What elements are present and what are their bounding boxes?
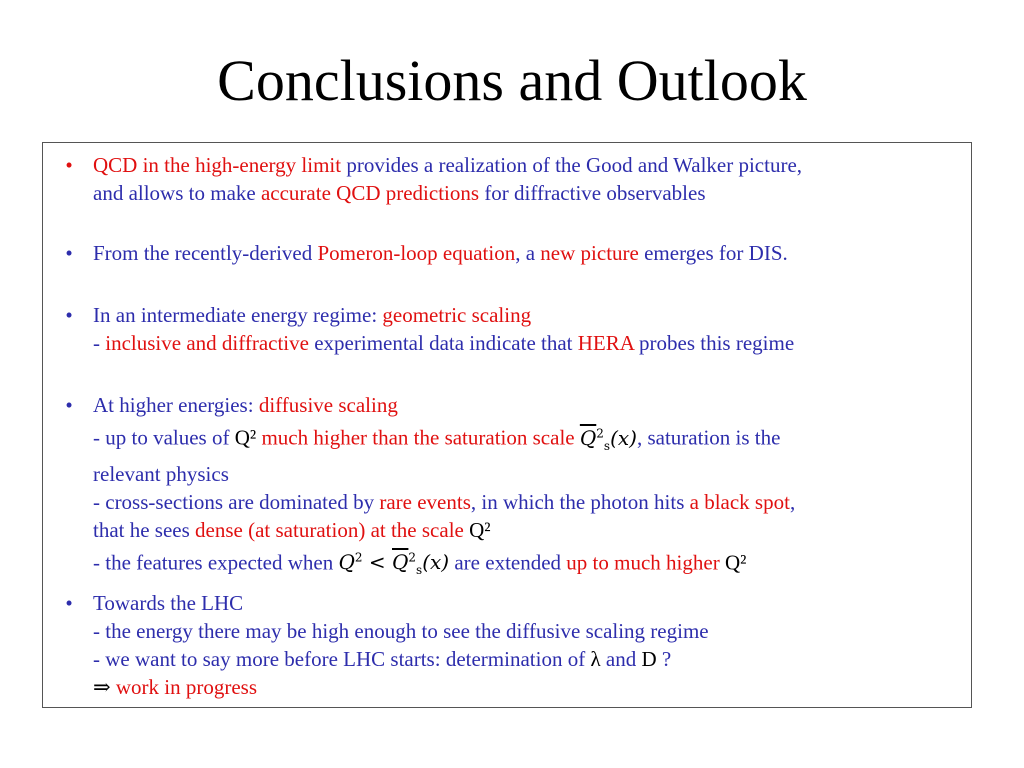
text-span: accurate QCD predictions: [260, 181, 480, 205]
text-span: up to much higher: [566, 550, 720, 575]
bullet-3-line-2: [93, 329, 957, 357]
text-span: - the energy there may be high enough to see the diffusive scaling regime: [93, 619, 709, 643]
text-span: In an intermediate energy regime:: [93, 303, 383, 327]
bullet-4-line-1: [93, 391, 957, 419]
content-box: [42, 142, 972, 708]
bullet-1-line-2: [93, 179, 957, 207]
bullet-1: [57, 151, 957, 207]
math-sub: s: [603, 438, 611, 453]
math-arg: (x): [610, 425, 637, 450]
text-span: for diffractive observables: [479, 181, 706, 205]
text-span: much higher than the saturation scale: [256, 425, 580, 450]
implies-arrow-icon: ⇒: [93, 675, 111, 699]
text-span: At higher energies:: [93, 393, 259, 417]
text-span: and allows to make: [93, 181, 261, 205]
bullet-4: [57, 391, 957, 584]
bullet-4-line-2: [93, 419, 957, 460]
text-span: work in progress: [110, 675, 258, 699]
math-sub: s: [416, 563, 423, 578]
bullet-1-line-1: [93, 151, 957, 179]
text-span: geometric scaling: [382, 303, 532, 327]
text-span: , in which the photon hits: [470, 489, 690, 514]
text-span: From the recently-derived: [93, 241, 318, 265]
text-span: Q²: [234, 425, 257, 450]
math-arg: (x): [422, 550, 450, 575]
text-span: and: [600, 647, 642, 671]
saturation-scale-formula: [579, 425, 637, 453]
math-symbol: $\overline{Q}$: [392, 550, 409, 575]
text-span: -: [93, 331, 106, 355]
text-span: rare events: [379, 489, 471, 514]
bullet-4-line-5: [93, 516, 957, 544]
bullet-marker: •: [65, 153, 73, 177]
bullet-marker: •: [65, 393, 73, 417]
bullet-5-line-2: [93, 617, 957, 645]
text-span: λ: [590, 647, 601, 671]
math-operator: <: [362, 550, 392, 575]
text-span: probes this regime: [633, 331, 795, 355]
math-symbol: $\overline{Q}$: [579, 425, 597, 450]
bullet-3-line-1: [93, 301, 957, 329]
text-span: Q²: [719, 550, 747, 575]
bullet-4-line-4: [93, 488, 957, 516]
text-span: relevant physics: [93, 461, 229, 486]
text-span: - up to values of: [93, 425, 235, 450]
text-span: diffusive scaling: [258, 393, 398, 417]
text-span: , a: [515, 241, 541, 265]
bullet-4-line-6: [93, 544, 957, 585]
text-span: HERA: [577, 331, 634, 355]
text-span: Pomeron-loop equation: [317, 241, 516, 265]
text-span: QCD in the high-energy limit: [93, 153, 342, 177]
bullet-4-line-3: [93, 460, 957, 488]
bullet-5: [57, 589, 957, 701]
text-span: Q²: [463, 517, 491, 542]
math-symbol: Q: [338, 550, 355, 575]
text-span: - cross-sections are dominated by: [93, 489, 380, 514]
text-span: a black spot: [689, 489, 790, 514]
text-span: , saturation is the: [636, 425, 781, 450]
text-span: inclusive and diffractive: [105, 331, 309, 355]
bullet-2-line-1: [93, 239, 957, 267]
text-span: are extended: [449, 550, 567, 575]
text-span: ?: [656, 647, 672, 671]
bullet-2: [57, 239, 957, 267]
text-span: experimental data indicate that: [308, 331, 578, 355]
math-sup: 2: [408, 550, 417, 565]
text-span: new picture: [540, 241, 639, 265]
text-span: Towards the LHC: [93, 591, 244, 615]
text-span: emerges for DIS.: [638, 241, 788, 265]
math-sup: 2: [596, 426, 604, 440]
bullet-marker: •: [65, 591, 73, 615]
bullet-3: [57, 301, 957, 357]
bullet-marker: •: [65, 241, 73, 265]
bullet-5-line-4: [93, 673, 957, 701]
math-sup: 2: [354, 550, 363, 565]
text-span: that he sees: [93, 517, 196, 542]
text-span: D: [641, 647, 657, 671]
inequality-formula: [338, 550, 450, 578]
text-span: dense (at saturation) at the scale: [195, 517, 464, 542]
text-span: - we want to say more before LHC starts: determination of: [93, 647, 591, 671]
text-span: ,: [789, 489, 796, 514]
bullet-5-line-1: [93, 589, 957, 617]
slide-title: Conclusions and Outlook: [217, 48, 807, 113]
text-span: provides a realization of the Good and Walker picture,: [341, 153, 803, 177]
bullet-marker: •: [65, 303, 73, 327]
bullet-5-line-3: [93, 645, 957, 673]
text-span: - the features expected when: [93, 550, 339, 575]
